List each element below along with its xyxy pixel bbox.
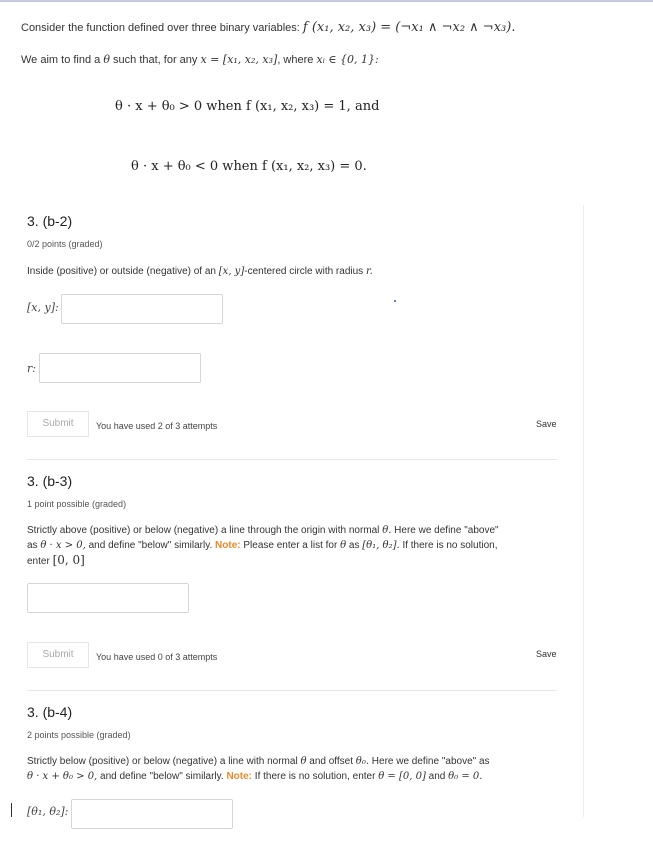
b4-note-theta0: θ₀ = 0. [448, 771, 483, 782]
intro-x-vector: x = [x₁, x₂, x₃] [200, 53, 278, 66]
b3-note-text: Please enter a list for [243, 540, 338, 551]
b4-line2-math: θ · x + θ₀ > 0, [27, 771, 98, 782]
b3-line-2 [27, 538, 557, 553]
b2-save-button[interactable]: Save [536, 419, 557, 429]
question-b2-prompt [27, 264, 557, 279]
question-b4-points: 2 points possible (graded) [27, 730, 131, 740]
intro-line1-text: Consider the function defined over three binary variables: [21, 22, 300, 34]
label-r: r: [27, 362, 36, 375]
equation-negative: θ · x + θ₀ < 0 when f (x₁, x₂, x₃) = 0. [131, 159, 367, 174]
b4-line1-suffix: Here we define "above" as [371, 756, 490, 767]
b2-prompt-prefix: Inside (positive) or outside (negative) of an [27, 266, 216, 277]
text-cursor [11, 803, 12, 817]
b2-prompt-r: r. [365, 266, 373, 277]
intro-line2-mid: such that, for any [113, 54, 198, 66]
b3-line3-prefix: enter [27, 556, 50, 567]
stray-dot [394, 300, 396, 302]
content-right-border [583, 205, 584, 817]
b3-attempts-text: You have used 0 of 3 attempts [96, 652, 218, 662]
b3-note-theta: θ [340, 540, 347, 551]
equation-positive: θ · x + θ₀ > 0 when f (x₁, x₂, x₃) = 1, and [115, 99, 380, 114]
intro-line-1 [21, 20, 515, 35]
b4-note-text: If there is no solution, enter [254, 771, 376, 782]
intro-function-math: f (x₁, x₂, x₃) = (¬x₁ ∧ ¬x₂ ∧ ¬x₃). [302, 20, 516, 35]
question-b4-prompt [27, 754, 557, 784]
label-xy: [x, y]: [27, 301, 59, 314]
theta-list-input[interactable] [71, 799, 233, 829]
b2-attempts-text: You have used 2 of 3 attempts [96, 421, 218, 431]
question-b3-title: 3. (b-3) [27, 473, 73, 489]
question-b3-prompt [27, 523, 557, 569]
b3-line-1 [27, 523, 557, 538]
r-input[interactable] [39, 353, 201, 383]
b3-save-button[interactable]: Save [536, 649, 557, 659]
b3-line3-math: [0, 0] [52, 553, 85, 567]
top-accent-bar [0, 0, 653, 2]
b4-line2-mid: and define "below" similarly. [100, 771, 224, 782]
b3-line2-prefix: as [27, 540, 38, 551]
b2-prompt-xy: [x, y] [218, 266, 245, 277]
intro-where: , where [277, 54, 314, 66]
b4-note-and: and [428, 771, 446, 782]
b4-line-2 [27, 769, 557, 784]
b3-line2-mid: and define "below" similarly. [88, 540, 213, 551]
b4-note-theta: θ = [0, 0] [378, 771, 426, 782]
separator-b3 [27, 690, 557, 691]
b4-line1-mid: and offset [309, 756, 354, 767]
question-b2-points: 0/2 points (graded) [27, 239, 103, 249]
b3-note-as: as [348, 540, 360, 551]
b3-note-end: If there is no solution, [402, 540, 498, 551]
b3-line1-theta: θ. [382, 525, 392, 536]
b3-note-theta-list: [θ₁, θ₂]. [362, 540, 400, 551]
b3-line2-math: θ · x > 0, [40, 540, 86, 551]
b2-submit-button[interactable]: Submit [27, 411, 89, 437]
intro-line2-prefix: We aim to find a [21, 54, 101, 66]
b3-note-label: Note: [215, 540, 241, 551]
b3-line-3 [27, 553, 557, 569]
b2-prompt-suffix: -centered circle with radius [244, 266, 364, 277]
intro-xi-domain: xᵢ ∈ {0, 1}: [316, 53, 379, 66]
b4-line1-prefix: Strictly below (positive) or below (negative) a line with normal [27, 756, 298, 767]
b3-line1-prefix: Strictly above (positive) or below (negative) a line through the origin with normal [27, 525, 380, 536]
b4-line-1 [27, 754, 557, 769]
question-b2-title: 3. (b-2) [27, 213, 73, 229]
question-b4-title: 3. (b-4) [27, 704, 73, 720]
b4-line1-theta: θ [300, 756, 307, 767]
b4-note-label: Note: [226, 771, 253, 782]
separator-b2 [27, 459, 557, 460]
question-b3-points: 1 point possible (graded) [27, 499, 127, 509]
b4-line1-theta0: θ₀. [355, 756, 370, 767]
intro-theta: θ [103, 53, 110, 66]
label-theta-list: [θ₁, θ₂]: [27, 805, 69, 818]
b3-answer-input[interactable] [27, 583, 189, 613]
b3-line1-suffix: Here we define "above" [394, 525, 499, 536]
xy-input[interactable] [61, 294, 223, 324]
b3-submit-button[interactable]: Submit [27, 642, 89, 668]
intro-line-2 [21, 53, 379, 66]
